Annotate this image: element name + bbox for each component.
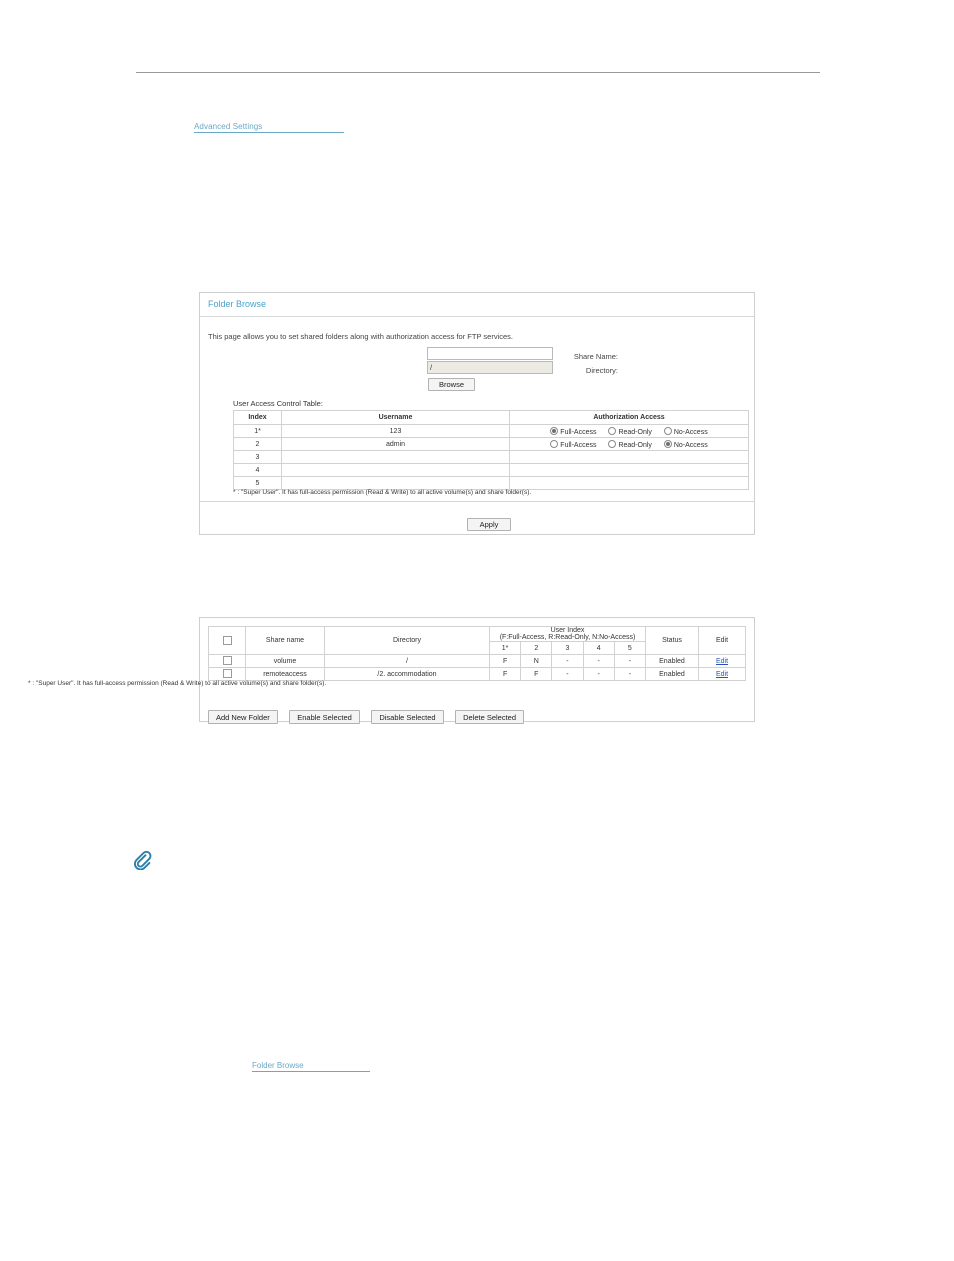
cell-user-index-2: N [521,655,552,668]
radio-label: No-Access [673,428,708,436]
column-header-username: Username [282,411,510,425]
column-header-status: Status [646,627,699,655]
cell-index: 3 [234,451,282,464]
cell-username [282,477,510,490]
checkbox-icon[interactable] [223,656,232,665]
cell-share-name: remoteaccess [246,668,325,681]
cell-authorization [510,477,749,490]
folder-actions-toolbar [208,707,531,725]
cell-edit[interactable] [699,655,746,668]
cell-directory: / [325,655,490,668]
cell-index: 1* [234,425,282,438]
radio-dot-icon[interactable] [550,440,558,448]
cell-user-index-1: F [490,655,521,668]
user-index-header-4: 4 [583,642,614,655]
paperclip-icon [132,850,152,870]
radio-no-access[interactable] [664,427,708,436]
table-row [234,477,749,490]
user-index-legend: (F:Full-Access, R:Read-Only, N:No-Access) [499,634,636,641]
cell-username [282,464,510,477]
cell-directory: /2. accommodation [325,668,490,681]
table-row [234,464,749,477]
cell-user-index-5: - [614,655,645,668]
user-access-control-table [233,410,749,490]
page-title: Folder Browse [208,299,267,309]
share-name-label: Share Name: [573,352,618,361]
status-badge: Enabled [646,668,699,681]
cell-authorization [510,425,749,438]
column-header-index: Index [234,411,282,425]
table-header-row [234,411,749,425]
directory-label: Directory: [585,366,618,375]
cell-username: admin [282,438,510,451]
select-all-checkbox-cell[interactable] [209,627,246,655]
header-divider [136,72,820,73]
cell-user-index-4: - [583,655,614,668]
column-header-user-index [490,627,646,642]
enable-selected-button[interactable]: Enable Selected [289,710,360,724]
column-header-directory: Directory [325,627,490,655]
table-row [209,655,746,668]
cell-share-name: volume [246,655,325,668]
radio-label: Full-Access [560,428,597,436]
table-header-row [209,627,746,642]
disable-selected-button[interactable]: Disable Selected [371,710,443,724]
checkbox-icon[interactable] [223,636,232,645]
checkbox-icon[interactable] [223,669,232,678]
row-checkbox-cell[interactable] [209,668,246,681]
user-index-header-1: 1* [490,642,521,655]
apply-button[interactable]: Apply [467,518,511,531]
add-new-folder-button[interactable]: Add New Folder [208,710,278,724]
cell-index: 2 [234,438,282,451]
cell-edit[interactable] [699,668,746,681]
user-index-header-3: 3 [552,642,583,655]
cell-authorization [510,464,749,477]
cell-username: 123 [282,425,510,438]
shared-folders-table [208,626,746,681]
shared-folders-panel [199,617,755,722]
cell-user-index-3: - [552,668,583,681]
radio-dot-icon[interactable] [550,427,558,435]
user-index-header-2: 2 [521,642,552,655]
cell-authorization [510,451,749,464]
cell-username [282,451,510,464]
radio-label: Full-Access [560,441,597,449]
radio-label: Read-Only [618,428,652,436]
column-header-edit: Edit [699,627,746,655]
cell-user-index-1: F [490,668,521,681]
cell-user-index-5: - [614,668,645,681]
super-user-note: * : "Super User". It has full-access permission (Read & Write) to all active volume(s) and share folder(s). [233,489,532,496]
user-access-control-table-label: User Access Control Table: [233,399,323,408]
radio-dot-icon[interactable] [608,440,616,448]
cell-index: 4 [234,464,282,477]
panel-footer-divider [200,501,754,502]
cell-index: 5 [234,477,282,490]
column-header-authorization-access: Authorization Access [510,411,749,425]
share-name-input[interactable] [427,347,553,360]
radio-read-only[interactable] [608,440,651,449]
panel-intro-text: This page allows you to set shared folders along with authorization access for FTP services. [208,332,514,341]
user-index-title: User Index [550,627,585,634]
radio-full-access[interactable] [550,440,596,449]
radio-full-access[interactable] [550,427,596,436]
browse-button[interactable]: Browse [428,378,475,391]
status-badge: Enabled [646,655,699,668]
cell-user-index-3: - [552,655,583,668]
shared-folders-note: * : "Super User". It has full-access permission (Read & Write) to all active volume(s) and share folder(s). [28,680,327,687]
folder-browse-panel [199,292,755,535]
top-anchor-link[interactable]: Advanced Settings [194,121,344,133]
radio-no-access[interactable] [664,440,708,449]
table-row [234,451,749,464]
user-index-header-5: 5 [614,642,645,655]
cell-authorization [510,438,749,451]
row-checkbox-cell[interactable] [209,655,246,668]
radio-dot-icon[interactable] [608,427,616,435]
cell-user-index-2: F [521,668,552,681]
edit-link[interactable]: Edit [715,670,729,678]
edit-link[interactable]: Edit [715,657,729,665]
cell-user-index-4: - [583,668,614,681]
panel-title-bar [200,293,754,317]
radio-read-only[interactable] [608,427,651,436]
column-header-share-name: Share name [246,627,325,655]
table-row [209,668,746,681]
radio-dot-icon[interactable] [664,427,672,435]
radio-label: Read-Only [618,441,652,449]
table-row [234,425,749,438]
table-row [234,438,749,451]
bottom-anchor-link[interactable]: Folder Browse [252,1060,370,1072]
radio-label: No-Access [673,441,708,449]
delete-selected-button[interactable]: Delete Selected [455,710,524,724]
radio-dot-icon[interactable] [664,440,672,448]
directory-input[interactable] [427,361,553,374]
